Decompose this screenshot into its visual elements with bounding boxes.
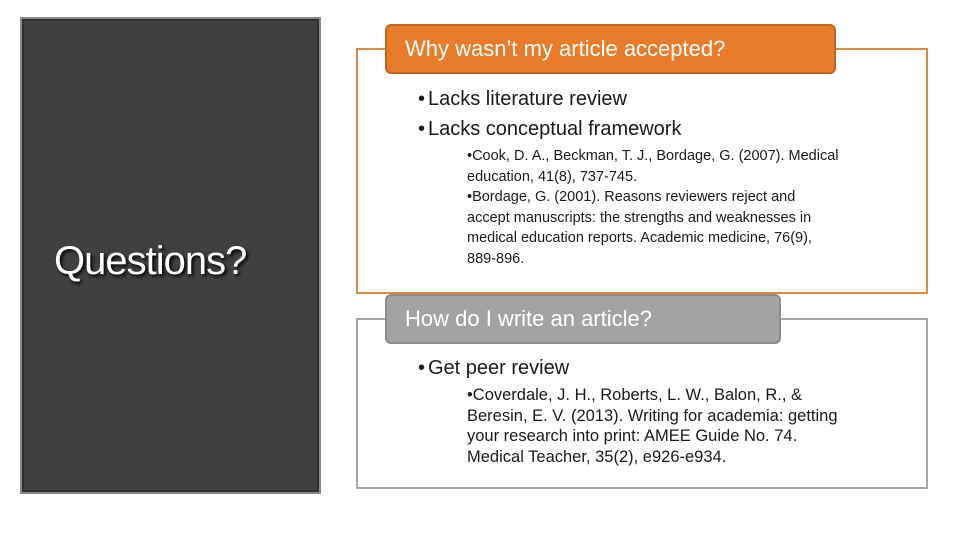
section1-reference-2 xyxy=(467,187,812,269)
reference-line: accept manuscripts: the strengths and weaknesses in xyxy=(467,209,812,226)
bullet-dot-icon: • xyxy=(418,357,426,379)
bullet-text: Lacks literature review xyxy=(428,88,627,110)
reference-line: •Bordage, G. (2001). Reasons reviewers reject and xyxy=(467,189,796,205)
section1-heading: Why wasn’t my article accepted? xyxy=(385,24,836,74)
section1-bullet-1 xyxy=(418,84,627,114)
panel-title: Questions? xyxy=(54,239,247,283)
section1-reference-1 xyxy=(467,146,839,187)
section2-reference-1 xyxy=(467,385,838,467)
left-panel xyxy=(20,17,321,494)
bullet-text: Get peer review xyxy=(428,357,570,379)
section2-bullet-1 xyxy=(418,353,569,383)
reference-line: education, 41(8), 737-745. xyxy=(467,168,638,185)
bullet-text: Lacks conceptual framework xyxy=(428,118,682,140)
section1-bullet-2 xyxy=(418,114,681,144)
reference-line: •Cook, D. A., Beckman, T. J., Bordage, G. (2007). Medical xyxy=(467,148,839,164)
bullet-dot-icon: • xyxy=(418,118,426,140)
reference-line: Medical Teacher, 35(2), e926-e934. xyxy=(467,447,727,466)
reference-line: 889-896. xyxy=(467,250,525,267)
reference-line: medical education reports. Academic medicine, 76(9), xyxy=(467,230,812,246)
reference-line: •Coverdale, J. H., Roberts, L. W., Balon, R., & xyxy=(467,386,802,404)
reference-line: Beresin, E. V. (2013). Writing for academia: getting xyxy=(467,406,838,425)
bullet-dot-icon: • xyxy=(418,88,426,110)
reference-line: your research into print: AMEE Guide No. 74. xyxy=(467,427,798,445)
section2-heading: How do I write an article? xyxy=(385,294,781,344)
